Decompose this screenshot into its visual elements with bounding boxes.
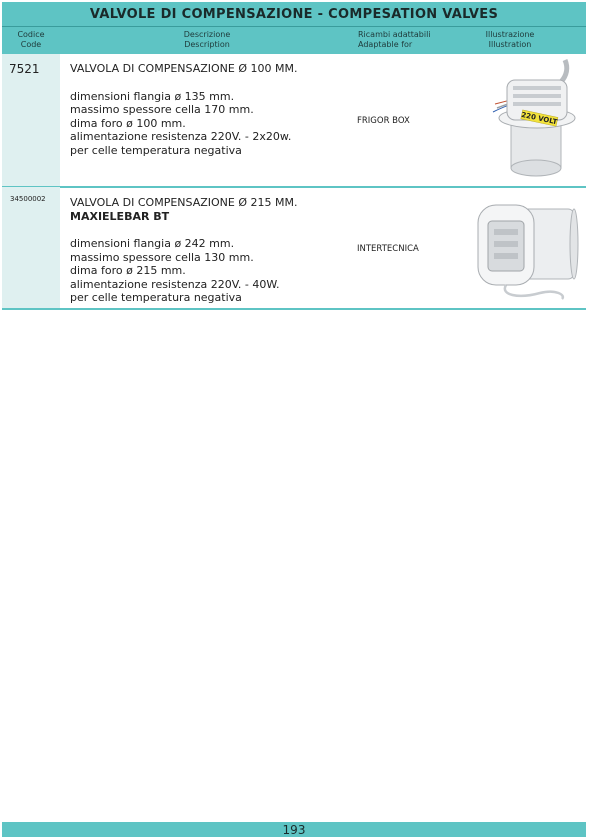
page-number: 193 xyxy=(282,822,306,837)
detail-line: per celle temperatura negativa xyxy=(70,143,242,157)
detail-line: dimensioni flangia ø 242 mm. xyxy=(70,237,235,250)
table-row xyxy=(2,187,586,310)
product-description xyxy=(70,196,297,305)
detail-line: alimentazione resistenza 220V. - 40W. xyxy=(70,277,280,291)
detail-line: dima foro ø 215 mm. xyxy=(70,264,186,277)
spacer xyxy=(70,76,297,90)
product-title: VALVOLA DI COMPENSAZIONE Ø 100 MM. xyxy=(70,62,298,75)
header-adaptable xyxy=(358,30,438,50)
page-footer xyxy=(2,822,586,837)
header-code xyxy=(2,30,60,50)
detail-line: massimo spessore cella 170 mm. xyxy=(70,103,254,116)
detail-line: dimensioni flangia ø 135 mm. xyxy=(70,89,235,103)
adaptable-for: FRIGOR BOX xyxy=(357,116,410,126)
code-cell xyxy=(2,54,60,186)
product-subtitle: MAXIELEBAR BT xyxy=(70,209,170,223)
header-adaptable-it: Ricambi adattabili xyxy=(358,30,431,39)
table-header xyxy=(2,27,586,54)
valve-100-image xyxy=(477,56,577,188)
product-title: VALVOLA DI COMPENSAZIONE Ø 215 MM. xyxy=(70,196,298,209)
header-illustration-en: Illustration xyxy=(488,40,532,49)
page-title: VALVOLE DI COMPENSAZIONE - COMPESATION VALVES xyxy=(2,2,586,27)
header-description-it: Descrizione xyxy=(183,30,231,39)
header-code-it: Codice xyxy=(17,30,45,39)
voltage-label: 220 VOLT xyxy=(520,110,558,127)
detail-line: alimentazione resistenza 220V. - 2x20w. xyxy=(70,130,292,143)
product-code: 34500002 xyxy=(10,195,46,203)
adaptable-for: INTERTECNICA xyxy=(357,244,419,254)
table-row xyxy=(2,54,586,188)
detail-line: per celle temperatura negativa xyxy=(70,291,242,304)
spacer xyxy=(70,223,297,237)
header-description-en: Description xyxy=(184,40,230,49)
header-illustration-it: Illustrazione xyxy=(485,30,535,39)
header-description xyxy=(132,30,282,50)
header-code-en: Code xyxy=(20,40,42,49)
product-description xyxy=(70,62,297,157)
detail-line: dima foro ø 100 mm. xyxy=(70,116,186,130)
valve-215-image xyxy=(470,199,582,305)
header-adaptable-en: Adaptable for xyxy=(358,40,413,49)
detail-line: massimo spessore cella 130 mm. xyxy=(70,250,254,264)
product-code: 7521 xyxy=(9,62,40,76)
header-illustration xyxy=(470,30,550,50)
code-cell xyxy=(2,187,60,308)
